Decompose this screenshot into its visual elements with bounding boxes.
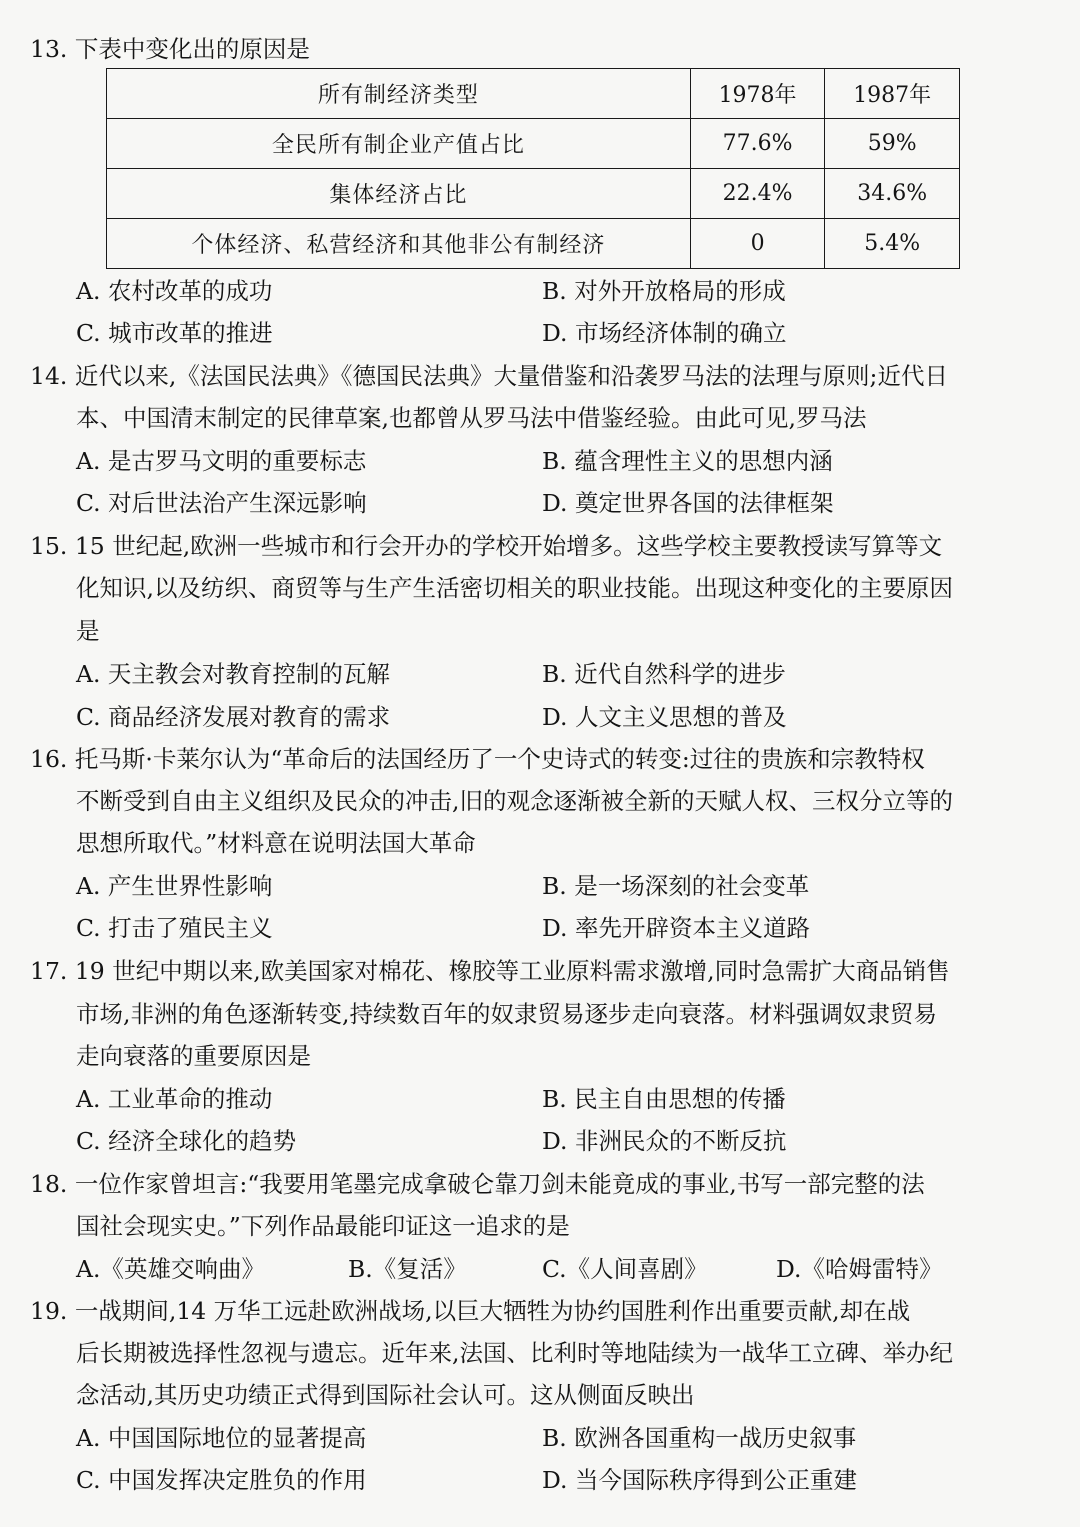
q16-stem-line-1: 16. 托马斯·卡莱尔认为“革命后的法国经历了一个史诗式的转变:过往的贵族和宗教特权 bbox=[30, 745, 925, 773]
q16-stem-line-3: 思想所取代。”材料意在说明法国大革命 bbox=[76, 829, 476, 857]
q18-stem-line-1: 18. 一位作家曾坦言:“我要用笔墨完成拿破仑靠刀剑未能竟成的事业,书写一部完整的法 bbox=[30, 1170, 925, 1198]
q15-option-a: A. 天主教会对教育控制的瓦解 bbox=[76, 660, 390, 688]
q13-option-b: B. 对外开放格局的形成 bbox=[542, 277, 786, 305]
q18-stem-line-2: 国社会现实史。”下列作品最能印证这一追求的是 bbox=[76, 1212, 570, 1240]
q16-option-a: A. 产生世界性影响 bbox=[76, 872, 273, 900]
q16-option-d: D. 率先开辟资本主义道路 bbox=[542, 914, 810, 942]
q16-stem-line-2: 不断受到自由主义组织及民众的冲击,旧的观念逐渐被全新的天赋人权、三权分立等的 bbox=[76, 787, 953, 815]
q17-option-a: A. 工业革命的推动 bbox=[76, 1085, 273, 1113]
q18-option-b: B.《复活》 bbox=[348, 1255, 467, 1283]
q14-stem-line-2: 本、中国清末制定的民律草案,也都曾从罗马法中借鉴经验。由此可见,罗马法 bbox=[76, 404, 867, 432]
q13-option-c: C. 城市改革的推进 bbox=[76, 319, 273, 347]
q19-stem-line-3: 念活动,其历史功绩正式得到国际社会认可。这从侧面反映出 bbox=[76, 1381, 695, 1409]
q13-option-a: A. 农村改革的成功 bbox=[76, 277, 273, 305]
q19-stem-line-1: 19. 一战期间,14 万华工远赴欧洲战场,以巨大牺牲为协约国胜利作出重要贡献,却在战 bbox=[30, 1297, 911, 1325]
q14-option-a: A. 是古罗马文明的重要标志 bbox=[76, 447, 367, 475]
q14-option-b: B. 蕴含理性主义的思想内涵 bbox=[542, 447, 833, 475]
table-cell: 全民所有制企业产值占比 bbox=[107, 119, 691, 169]
q19-option-b: B. 欧洲各国重构一战历史叙事 bbox=[542, 1424, 857, 1452]
q17-option-d: D. 非洲民众的不断反抗 bbox=[542, 1127, 787, 1155]
table-row bbox=[107, 169, 960, 219]
table-header-cell: 1987年 bbox=[825, 69, 960, 119]
table-cell: 77.6% bbox=[690, 119, 825, 169]
table-cell: 0 bbox=[690, 219, 825, 269]
ownership-table bbox=[106, 68, 960, 269]
q13-option-d: D. 市场经济体制的确立 bbox=[542, 319, 787, 347]
q17-stem-line-1: 17. 19 世纪中期以来,欧美国家对棉花、橡胶等工业原料需求激增,同时急需扩大商品销售 bbox=[30, 957, 950, 985]
table-header-cell: 1978年 bbox=[690, 69, 825, 119]
table-row bbox=[107, 219, 960, 269]
q15-option-c: C. 商品经济发展对教育的需求 bbox=[76, 703, 391, 731]
table-header-row bbox=[107, 69, 960, 119]
q15-option-d: D. 人文主义思想的普及 bbox=[542, 703, 787, 731]
q14-option-d: D. 奠定世界各国的法律框架 bbox=[542, 489, 834, 517]
q16-option-b: B. 是一场深刻的社会变革 bbox=[542, 872, 810, 900]
q17-option-b: B. 民主自由思想的传播 bbox=[542, 1085, 786, 1113]
table-cell: 集体经济占比 bbox=[107, 169, 691, 219]
q15-option-b: B. 近代自然科学的进步 bbox=[542, 660, 786, 688]
table-cell: 个体经济、私营经济和其他非公有制经济 bbox=[107, 219, 691, 269]
table-row bbox=[107, 119, 960, 169]
q15-stem-line-1: 15. 15 世纪起,欧洲一些城市和行会开办的学校开始增多。这些学校主要教授读写算等文 bbox=[30, 532, 943, 560]
q19-option-a: A. 中国国际地位的显著提高 bbox=[76, 1424, 367, 1452]
table-cell: 22.4% bbox=[690, 169, 825, 219]
table-cell: 34.6% bbox=[825, 169, 960, 219]
q18-option-c: C.《人间喜剧》 bbox=[542, 1255, 708, 1283]
q19-option-d: D. 当今国际秩序得到公正重建 bbox=[542, 1466, 857, 1494]
table-cell: 5.4% bbox=[825, 219, 960, 269]
q18-option-a: A.《英雄交响曲》 bbox=[76, 1255, 265, 1283]
q17-stem-line-2: 市场,非洲的角色逐渐转变,持续数百年的奴隶贸易逐步走向衰落。材料强调奴隶贸易 bbox=[76, 1000, 937, 1028]
q18-option-d: D.《哈姆雷特》 bbox=[776, 1255, 943, 1283]
q16-option-c: C. 打击了殖民主义 bbox=[76, 914, 273, 942]
q19-option-c: C. 中国发挥决定胜负的作用 bbox=[76, 1466, 367, 1494]
q14-stem-line-1: 14. 近代以来,《法国民法典》《德国民法典》大量借鉴和沿袭罗马法的法理与原则;近代日 bbox=[30, 362, 948, 390]
q15-stem-line-3: 是 bbox=[76, 617, 100, 645]
q17-option-c: C. 经济全球化的趋势 bbox=[76, 1127, 297, 1155]
q15-stem-line-2: 化知识,以及纺织、商贸等与生产生活密切相关的职业技能。出现这种变化的主要原因 bbox=[76, 574, 953, 602]
q19-stem-line-2: 后长期被选择性忽视与遗忘。近年来,法国、比利时等地陆续为一战华工立碑、举办纪 bbox=[76, 1339, 953, 1367]
table-header-cell: 所有制经济类型 bbox=[107, 69, 691, 119]
question-13-stem: 13. 下表中变化出的原因是 bbox=[30, 35, 310, 63]
q14-option-c: C. 对后世法治产生深远影响 bbox=[76, 489, 367, 517]
table-cell: 59% bbox=[825, 119, 960, 169]
q17-stem-line-3: 走向衰落的重要原因是 bbox=[76, 1042, 311, 1070]
